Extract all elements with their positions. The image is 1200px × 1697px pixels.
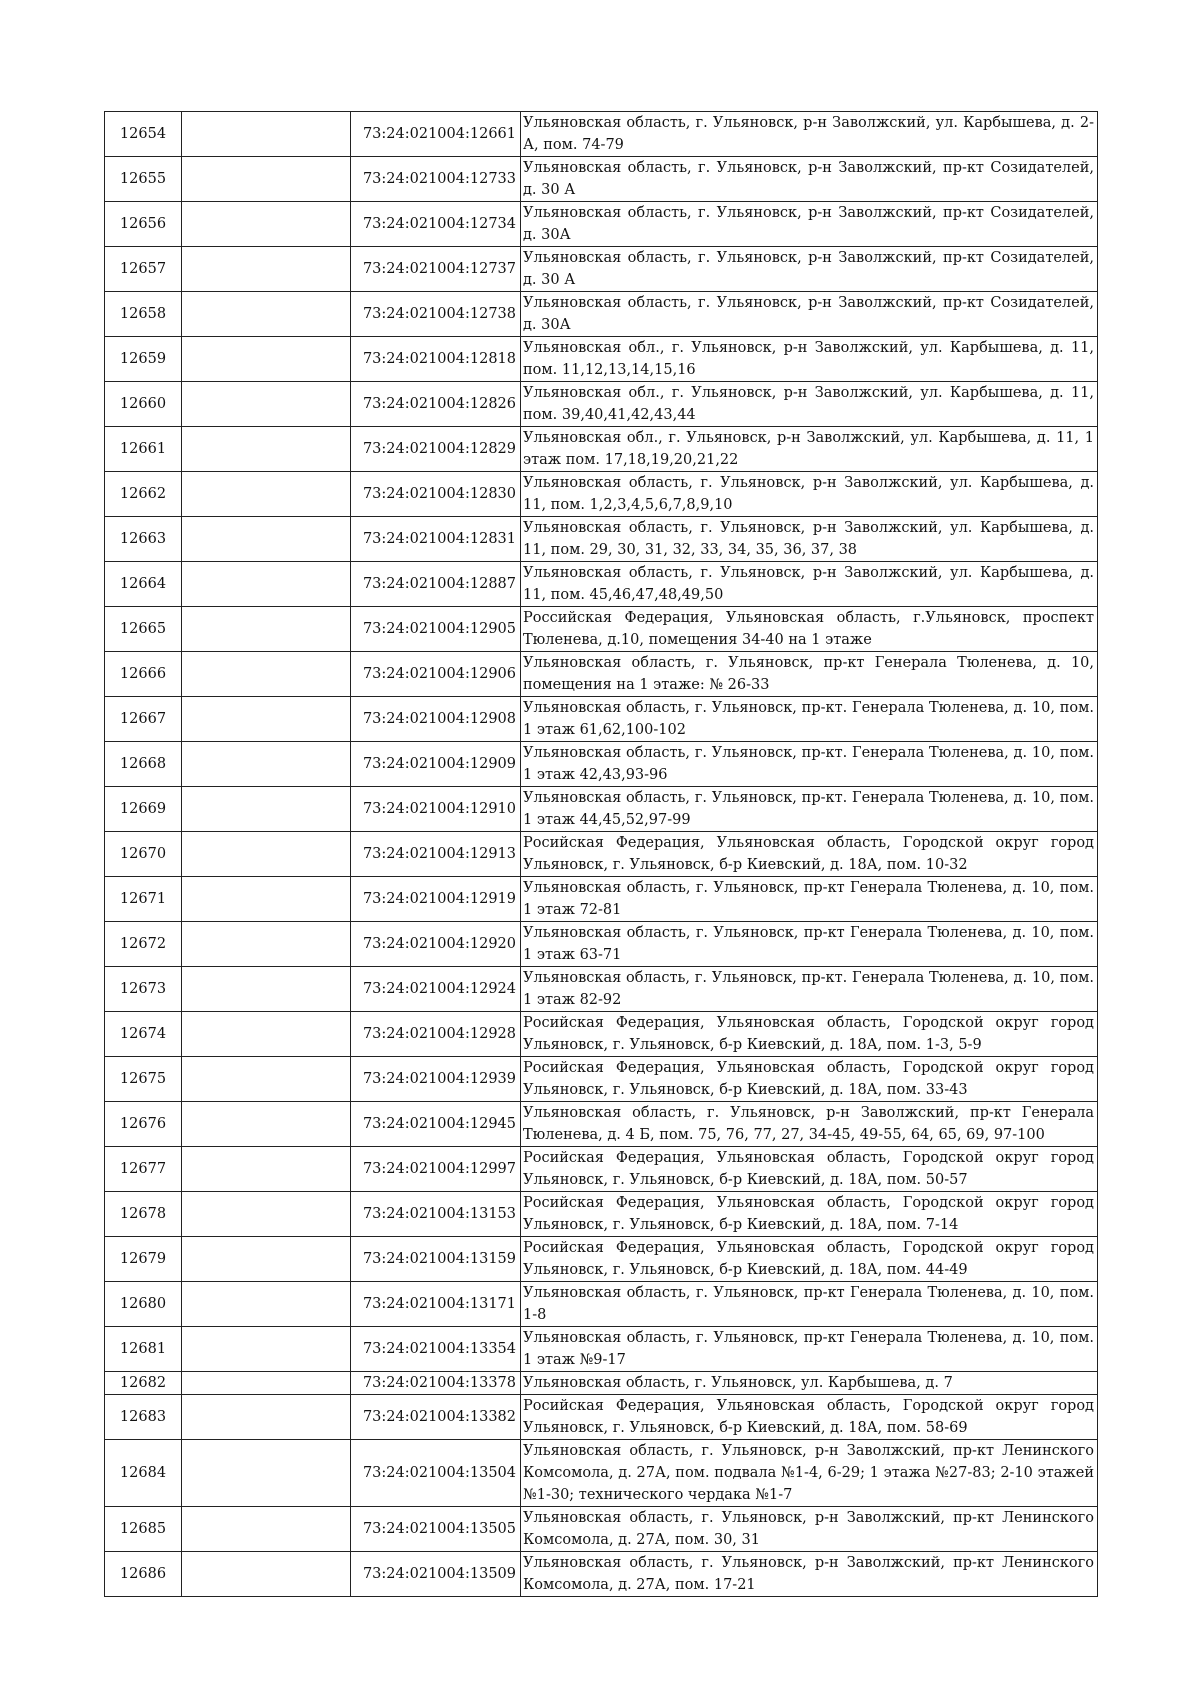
empty-cell bbox=[182, 787, 351, 832]
row-number-cell: 12680 bbox=[105, 1282, 182, 1327]
address-cell: Росийская Федерация, Ульяновская область, Городской округ город Ульяновск, г. Ульяновск, б-р Киевский, д. 18А, пом. 44-49 bbox=[521, 1237, 1098, 1282]
cadastral-number-cell: 73:24:021004:13171 bbox=[351, 1282, 521, 1327]
cadastral-number-cell: 73:24:021004:12734 bbox=[351, 202, 521, 247]
cadastral-number-cell: 73:24:021004:13504 bbox=[351, 1440, 521, 1507]
cadastral-number-cell: 73:24:021004:13378 bbox=[351, 1372, 521, 1395]
empty-cell bbox=[182, 1057, 351, 1102]
empty-cell bbox=[182, 1102, 351, 1147]
empty-cell bbox=[182, 877, 351, 922]
cadastral-number-cell: 73:24:021004:12909 bbox=[351, 742, 521, 787]
cadastral-number-cell: 73:24:021004:12919 bbox=[351, 877, 521, 922]
row-number-cell: 12666 bbox=[105, 652, 182, 697]
cadastral-number-cell: 73:24:021004:12910 bbox=[351, 787, 521, 832]
row-number-cell: 12661 bbox=[105, 427, 182, 472]
cadastral-number-cell: 73:24:021004:12906 bbox=[351, 652, 521, 697]
empty-cell bbox=[182, 1507, 351, 1552]
empty-cell bbox=[182, 157, 351, 202]
row-number-cell: 12671 bbox=[105, 877, 182, 922]
address-cell: Росийская Федерация, Ульяновская область, Городской округ город Ульяновск, г. Ульяновск, б-р Киевский, д. 18А, пом. 50-57 bbox=[521, 1147, 1098, 1192]
row-number-cell: 12660 bbox=[105, 382, 182, 427]
cadastral-number-cell: 73:24:021004:13382 bbox=[351, 1395, 521, 1440]
cadastral-number-cell: 73:24:021004:12920 bbox=[351, 922, 521, 967]
empty-cell bbox=[182, 1192, 351, 1237]
address-cell: Росийская Федерация, Ульяновская область, Городской округ город Ульяновск, г. Ульяновск, б-р Киевский, д. 18А, пом. 7-14 bbox=[521, 1192, 1098, 1237]
row-number-cell: 12679 bbox=[105, 1237, 182, 1282]
row-number-cell: 12659 bbox=[105, 337, 182, 382]
empty-cell bbox=[182, 202, 351, 247]
row-number-cell: 12672 bbox=[105, 922, 182, 967]
cadastral-number-cell: 73:24:021004:13159 bbox=[351, 1237, 521, 1282]
cadastral-number-cell: 73:24:021004:12905 bbox=[351, 607, 521, 652]
table-row bbox=[105, 1372, 1098, 1395]
empty-cell bbox=[182, 337, 351, 382]
cadastral-number-cell: 73:24:021004:12997 bbox=[351, 1147, 521, 1192]
cadastral-number-cell: 73:24:021004:12945 bbox=[351, 1102, 521, 1147]
table-row bbox=[105, 1102, 1098, 1147]
address-cell: Росийская Федерация, Ульяновская область, Городской округ город Ульяновск, г. Ульяновск, б-р Киевский, д. 18А, пом. 1-3, 5-9 bbox=[521, 1012, 1098, 1057]
empty-cell bbox=[182, 1012, 351, 1057]
cadastral-number-cell: 73:24:021004:13509 bbox=[351, 1552, 521, 1597]
row-number-cell: 12656 bbox=[105, 202, 182, 247]
table-row bbox=[105, 1327, 1098, 1372]
row-number-cell: 12673 bbox=[105, 967, 182, 1012]
empty-cell bbox=[182, 1282, 351, 1327]
cadastral-number-cell: 73:24:021004:13354 bbox=[351, 1327, 521, 1372]
table-row bbox=[105, 562, 1098, 607]
address-cell: Ульяновская область, г. Ульяновск, пр-кт. Генерала Тюленева, д. 10, пом. 1 этаж 42,43,93-96 bbox=[521, 742, 1098, 787]
cadastral-number-cell: 73:24:021004:12924 bbox=[351, 967, 521, 1012]
table-row bbox=[105, 112, 1098, 157]
row-number-cell: 12674 bbox=[105, 1012, 182, 1057]
empty-cell bbox=[182, 832, 351, 877]
address-cell: Ульяновская область, г. Ульяновск, пр-кт Генерала Тюленева, д. 10, пом. 1 этаж 72-81 bbox=[521, 877, 1098, 922]
table-row bbox=[105, 967, 1098, 1012]
table-row bbox=[105, 832, 1098, 877]
empty-cell bbox=[182, 742, 351, 787]
row-number-cell: 12683 bbox=[105, 1395, 182, 1440]
cadastral-number-cell: 73:24:021004:12913 bbox=[351, 832, 521, 877]
row-number-cell: 12670 bbox=[105, 832, 182, 877]
row-number-cell: 12675 bbox=[105, 1057, 182, 1102]
address-cell: Ульяновская область, г. Ульяновск, р-н Заволжский, пр-кт Созидателей, д. 30А bbox=[521, 202, 1098, 247]
empty-cell bbox=[182, 607, 351, 652]
cadastral-number-cell: 73:24:021004:12830 bbox=[351, 472, 521, 517]
empty-cell bbox=[182, 472, 351, 517]
row-number-cell: 12658 bbox=[105, 292, 182, 337]
address-cell: Ульяновская область, г. Ульяновск, пр-кт. Генерала Тюленева, д. 10, пом. 1 этаж 61,62,100-102 bbox=[521, 697, 1098, 742]
row-number-cell: 12667 bbox=[105, 697, 182, 742]
cadastral-number-cell: 73:24:021004:12829 bbox=[351, 427, 521, 472]
address-cell: Ульяновская область, г. Ульяновск, пр-кт. Генерала Тюленева, д. 10, пом. 1 этаж 82-92 bbox=[521, 967, 1098, 1012]
empty-cell bbox=[182, 652, 351, 697]
address-cell: Ульяновская обл., г. Ульяновск, р-н Заволжский, ул. Карбышева, д. 11, 1 этаж пом. 17,18,19,20,21,22 bbox=[521, 427, 1098, 472]
empty-cell bbox=[182, 1440, 351, 1507]
row-number-cell: 12669 bbox=[105, 787, 182, 832]
empty-cell bbox=[182, 967, 351, 1012]
table-row bbox=[105, 697, 1098, 742]
address-cell: Российская Федерация, Ульяновская область, г.Ульяновск, проспект Тюленева, д.10, помещения 34-40 на 1 этаже bbox=[521, 607, 1098, 652]
row-number-cell: 12668 bbox=[105, 742, 182, 787]
address-cell: Ульяновская область, г. Ульяновск, р-н Заволжский, пр-кт Ленинского Комсомола, д. 27А, пом. 30, 31 bbox=[521, 1507, 1098, 1552]
empty-cell bbox=[182, 427, 351, 472]
address-cell: Ульяновская область, г. Ульяновск, пр-кт. Генерала Тюленева, д. 10, пом. 1 этаж 44,45,52,97-99 bbox=[521, 787, 1098, 832]
table-row bbox=[105, 337, 1098, 382]
address-cell: Ульяновская область, г. Ульяновск, р-н Заволжский, ул. Карбышева, д. 11, пом. 29, 30, 31, 32, 33, 34, 35, 36, 37, 38 bbox=[521, 517, 1098, 562]
table-row bbox=[105, 1395, 1098, 1440]
address-cell: Ульяновская область, г. Ульяновск, р-н Заволжский, ул. Карбышева, д. 11, пом. 45,46,47,48,49,50 bbox=[521, 562, 1098, 607]
cadastral-number-cell: 73:24:021004:12733 bbox=[351, 157, 521, 202]
address-cell: Ульяновская область, г. Ульяновск, р-н Заволжский, пр-кт Ленинского Комсомола, д. 27А, пом. подвала №1-4, 6-29; 1 этажа №27-83; 2-10 этажей №1-30; технического чердака №1-7 bbox=[521, 1440, 1098, 1507]
address-cell: Ульяновская область, г. Ульяновск, р-н Заволжский, пр-кт Созидателей, д. 30А bbox=[521, 292, 1098, 337]
row-number-cell: 12663 bbox=[105, 517, 182, 562]
cadastral-number-cell: 73:24:021004:12737 bbox=[351, 247, 521, 292]
address-cell: Росийская Федерация, Ульяновская область, Городской округ город Ульяновск, г. Ульяновск, б-р Киевский, д. 18А, пом. 58-69 bbox=[521, 1395, 1098, 1440]
table-row bbox=[105, 1507, 1098, 1552]
address-cell: Ульяновская область, г. Ульяновск, пр-кт Генерала Тюленева, д. 10, пом. 1 этаж №9-17 bbox=[521, 1327, 1098, 1372]
empty-cell bbox=[182, 562, 351, 607]
cadastral-number-cell: 73:24:021004:12908 bbox=[351, 697, 521, 742]
empty-cell bbox=[182, 1395, 351, 1440]
row-number-cell: 12685 bbox=[105, 1507, 182, 1552]
address-cell: Ульяновская область, г. Ульяновск, пр-кт Генерала Тюленева, д. 10, пом. 1-8 bbox=[521, 1282, 1098, 1327]
empty-cell bbox=[182, 247, 351, 292]
table-row bbox=[105, 472, 1098, 517]
cadastral-number-cell: 73:24:021004:12738 bbox=[351, 292, 521, 337]
empty-cell bbox=[182, 517, 351, 562]
table-row bbox=[105, 787, 1098, 832]
empty-cell bbox=[182, 1147, 351, 1192]
address-cell: Ульяновская область, г. Ульяновск, р-н Заволжский, пр-кт Ленинского Комсомола, д. 27А, пом. 17-21 bbox=[521, 1552, 1098, 1597]
table-row bbox=[105, 742, 1098, 787]
registry-table bbox=[104, 111, 1098, 1597]
address-cell: Ульяновская область, г. Ульяновск, ул. Карбышева, д. 7 bbox=[521, 1372, 1098, 1395]
empty-cell bbox=[182, 1327, 351, 1372]
table-row bbox=[105, 1552, 1098, 1597]
address-cell: Росийская Федерация, Ульяновская область, Городской округ город Ульяновск, г. Ульяновск, б-р Киевский, д. 18А, пом. 10-32 bbox=[521, 832, 1098, 877]
table-row bbox=[105, 1057, 1098, 1102]
table-row bbox=[105, 1147, 1098, 1192]
table-row bbox=[105, 922, 1098, 967]
address-cell: Ульяновская область, г. Ульяновск, пр-кт Генерала Тюленева, д. 10, пом. 1 этаж 63-71 bbox=[521, 922, 1098, 967]
table-row bbox=[105, 1282, 1098, 1327]
cadastral-number-cell: 73:24:021004:12661 bbox=[351, 112, 521, 157]
row-number-cell: 12676 bbox=[105, 1102, 182, 1147]
table-row bbox=[105, 382, 1098, 427]
table-row bbox=[105, 247, 1098, 292]
row-number-cell: 12664 bbox=[105, 562, 182, 607]
address-cell: Ульяновская обл., г. Ульяновск, р-н Заволжский, ул. Карбышева, д. 11, пом. 39,40,41,42,43,44 bbox=[521, 382, 1098, 427]
cadastral-number-cell: 73:24:021004:12939 bbox=[351, 1057, 521, 1102]
row-number-cell: 12665 bbox=[105, 607, 182, 652]
row-number-cell: 12686 bbox=[105, 1552, 182, 1597]
cadastral-number-cell: 73:24:021004:12826 bbox=[351, 382, 521, 427]
table-row bbox=[105, 877, 1098, 922]
table-row bbox=[105, 607, 1098, 652]
address-cell: Ульяновская область, г. Ульяновск, пр-кт Генерала Тюленева, д. 10, помещения на 1 этаже: № 26-33 bbox=[521, 652, 1098, 697]
table-row bbox=[105, 652, 1098, 697]
address-cell: Ульяновская область, г. Ульяновск, р-н Заволжский, пр-кт Генерала Тюленева, д. 4 Б, пом. 75, 76, 77, 27, 34-45, 49-55, 64, 65, 69, 97-100 bbox=[521, 1102, 1098, 1147]
empty-cell bbox=[182, 1552, 351, 1597]
row-number-cell: 12654 bbox=[105, 112, 182, 157]
cadastral-number-cell: 73:24:021004:12887 bbox=[351, 562, 521, 607]
table-row bbox=[105, 292, 1098, 337]
row-number-cell: 12657 bbox=[105, 247, 182, 292]
table-row bbox=[105, 1237, 1098, 1282]
row-number-cell: 12682 bbox=[105, 1372, 182, 1395]
table-row bbox=[105, 1192, 1098, 1237]
cadastral-number-cell: 73:24:021004:12928 bbox=[351, 1012, 521, 1057]
address-cell: Ульяновская область, г. Ульяновск, р-н Заволжский, ул. Карбышева, д. 2-А, пом. 74-79 bbox=[521, 112, 1098, 157]
row-number-cell: 12655 bbox=[105, 157, 182, 202]
table-row bbox=[105, 157, 1098, 202]
table-row bbox=[105, 427, 1098, 472]
row-number-cell: 12662 bbox=[105, 472, 182, 517]
cadastral-number-cell: 73:24:021004:13505 bbox=[351, 1507, 521, 1552]
table-row bbox=[105, 517, 1098, 562]
row-number-cell: 12677 bbox=[105, 1147, 182, 1192]
empty-cell bbox=[182, 1237, 351, 1282]
address-cell: Росийская Федерация, Ульяновская область, Городской округ город Ульяновск, г. Ульяновск, б-р Киевский, д. 18А, пом. 33-43 bbox=[521, 1057, 1098, 1102]
empty-cell bbox=[182, 1372, 351, 1395]
table-row bbox=[105, 202, 1098, 247]
cadastral-number-cell: 73:24:021004:12818 bbox=[351, 337, 521, 382]
registry-table-body bbox=[105, 112, 1098, 1597]
cadastral-number-cell: 73:24:021004:12831 bbox=[351, 517, 521, 562]
empty-cell bbox=[182, 697, 351, 742]
table-row bbox=[105, 1012, 1098, 1057]
empty-cell bbox=[182, 112, 351, 157]
address-cell: Ульяновская область, г. Ульяновск, р-н Заволжский, пр-кт Созидателей, д. 30 А bbox=[521, 157, 1098, 202]
empty-cell bbox=[182, 382, 351, 427]
empty-cell bbox=[182, 922, 351, 967]
address-cell: Ульяновская область, г. Ульяновск, р-н Заволжский, ул. Карбышева, д. 11, пом. 1,2,3,4,5,6,7,8,9,10 bbox=[521, 472, 1098, 517]
address-cell: Ульяновская обл., г. Ульяновск, р-н Заволжский, ул. Карбышева, д. 11, пом. 11,12,13,14,15,16 bbox=[521, 337, 1098, 382]
row-number-cell: 12678 bbox=[105, 1192, 182, 1237]
empty-cell bbox=[182, 292, 351, 337]
row-number-cell: 12684 bbox=[105, 1440, 182, 1507]
row-number-cell: 12681 bbox=[105, 1327, 182, 1372]
cadastral-number-cell: 73:24:021004:13153 bbox=[351, 1192, 521, 1237]
table-row bbox=[105, 1440, 1098, 1507]
address-cell: Ульяновская область, г. Ульяновск, р-н Заволжский, пр-кт Созидателей, д. 30 А bbox=[521, 247, 1098, 292]
